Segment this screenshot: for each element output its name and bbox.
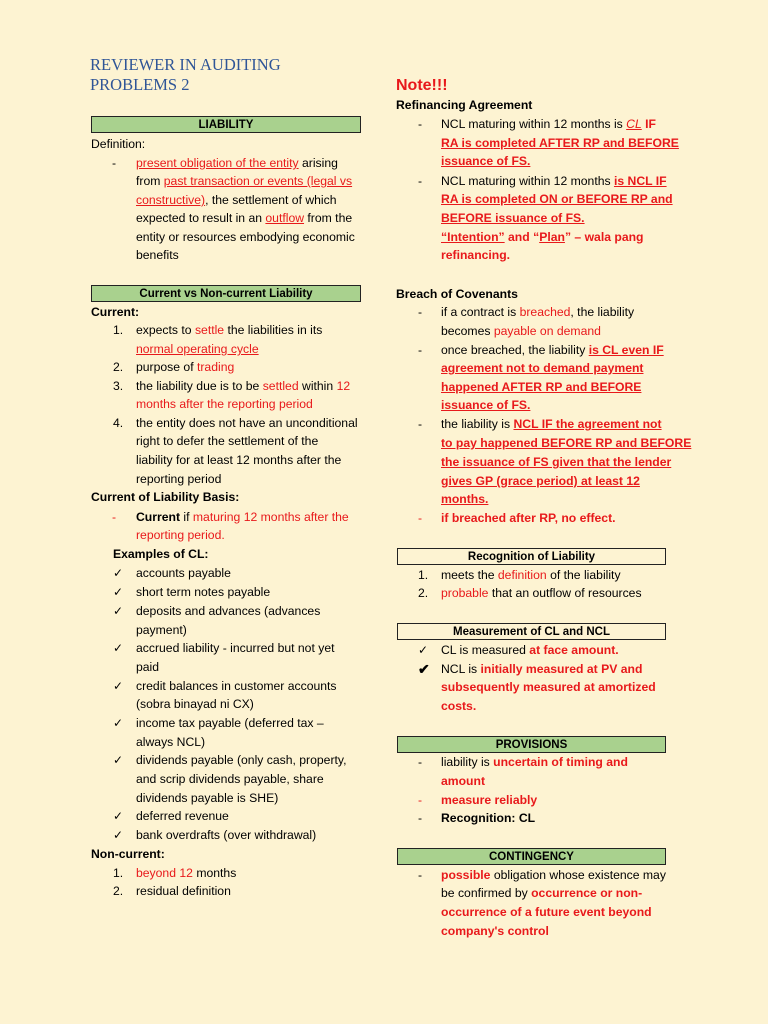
liability-header: LIABILITY xyxy=(91,116,361,133)
number-marker: 1. xyxy=(418,568,429,582)
number-marker: 4. xyxy=(113,416,124,430)
highlight: “Intention” xyxy=(441,230,505,244)
def-text: from xyxy=(136,174,164,188)
measurement-item-2-cont: costs. xyxy=(441,699,477,713)
recognition-header: Recognition of Liability xyxy=(397,548,666,565)
highlight: probable xyxy=(441,586,489,600)
refi-item-2-cont: BEFORE issuance of FS. xyxy=(441,211,585,225)
text: , the liability xyxy=(570,305,635,319)
definition-line xyxy=(136,154,338,173)
text: Current xyxy=(136,510,184,524)
bullet-dash: - xyxy=(418,174,423,188)
highlight: possible xyxy=(441,868,491,882)
text: NCL maturing within 12 months is xyxy=(441,117,627,131)
document-title xyxy=(90,55,281,95)
current-item-4: the entity does not have an unconditional xyxy=(136,416,358,430)
refi-item-1 xyxy=(441,115,656,134)
def-text: arising xyxy=(298,156,338,170)
text: meets the xyxy=(441,568,498,582)
breach-item-2 xyxy=(441,341,664,360)
bullet-dash: - xyxy=(418,417,423,431)
refi-item-1-cont: issuance of FS. xyxy=(441,154,531,168)
check-icon: ✓ xyxy=(113,566,124,580)
text: that an outflow of resources xyxy=(488,586,642,600)
example-item: deferred revenue xyxy=(136,809,229,823)
example-item: bank overdrafts (over withdrawal) xyxy=(136,828,317,842)
contingency-item xyxy=(441,866,666,885)
number-marker: 2. xyxy=(113,360,124,374)
def-text: from the xyxy=(304,211,353,225)
current-item-4-cont: reporting period xyxy=(136,472,222,486)
provisions-item-1-cont: amount xyxy=(441,774,486,788)
basis-line xyxy=(136,508,349,527)
bullet-dash: - xyxy=(418,811,423,825)
example-item-cont: and scrip dividends payable, share xyxy=(136,772,324,786)
refi-item-2-cont xyxy=(441,228,644,247)
example-item: short term notes payable xyxy=(136,585,271,599)
check-icon: ✓ xyxy=(113,641,124,655)
current-vs-noncurrent-header: Current vs Non-current Liability xyxy=(91,285,361,302)
breach-item-3-cont: the issuance of FS given that the lender xyxy=(441,455,672,469)
def-outflow: outflow xyxy=(265,211,305,225)
current-item-4-cont: right to defer the settlement of the xyxy=(136,434,319,448)
example-item: income tax payable (deferred tax – xyxy=(136,716,324,730)
highlight: definition xyxy=(497,568,547,582)
number-marker: 1. xyxy=(113,323,124,337)
text: NCL is xyxy=(441,662,481,676)
definition-line: entity or resources embodying economic xyxy=(136,230,355,244)
example-item: dividends payable (only cash, property, xyxy=(136,753,347,767)
example-item-cont: payment) xyxy=(136,623,187,637)
check-icon: ✔ xyxy=(418,661,430,677)
provisions-item-1 xyxy=(441,753,628,772)
example-item: accounts payable xyxy=(136,566,231,580)
recognition-item-1 xyxy=(441,566,621,585)
definition-line: benefits xyxy=(136,248,179,262)
contingency-item-cont: company's control xyxy=(441,924,549,938)
number-marker: 2. xyxy=(113,884,124,898)
refi-item-2-cont: refinancing. xyxy=(441,248,511,262)
number-marker: 3. xyxy=(113,379,124,393)
highlight: settled xyxy=(262,379,299,393)
highlight: breached xyxy=(519,305,571,319)
current-label: Current: xyxy=(91,305,140,319)
provisions-item-3: Recognition: CL xyxy=(441,811,536,825)
refi-item-2-cont: RA is completed ON or BEFORE RP and xyxy=(441,192,673,206)
text: liability is xyxy=(441,755,494,769)
noncurrent-label: Non-current: xyxy=(91,847,165,861)
text: of the liability xyxy=(546,568,621,582)
text: if xyxy=(183,510,193,524)
noncurrent-item-1 xyxy=(136,864,236,883)
highlight: IF xyxy=(641,117,656,131)
def-text: , the settlement of which xyxy=(205,193,337,207)
text: months xyxy=(192,866,237,880)
contingency-item-cont: occurrence of a future event beyond xyxy=(441,905,652,919)
breach-item-3-cont: to pay happened BEFORE RP and BEFORE xyxy=(441,436,692,450)
bullet-dash: - xyxy=(418,755,423,769)
text: purpose of xyxy=(136,360,197,374)
highlight: CL xyxy=(626,117,642,131)
highlight: occurrence or non- xyxy=(531,886,643,900)
contingency-header: CONTINGENCY xyxy=(397,848,666,865)
current-item-1 xyxy=(136,321,322,340)
provisions-header: PROVISIONS xyxy=(397,736,666,753)
text: expects to xyxy=(136,323,195,337)
measurement-header: Measurement of CL and NCL xyxy=(397,623,666,640)
check-icon: ✓ xyxy=(113,828,124,842)
text: CL is measured xyxy=(441,643,530,657)
text: the liability due is to be xyxy=(136,379,263,393)
definition-line xyxy=(136,172,352,191)
breach-label: Breach of Covenants xyxy=(396,287,518,301)
current-item-3 xyxy=(136,377,350,396)
definition-line xyxy=(136,209,352,228)
bullet-dash: - xyxy=(418,511,423,525)
bullet-dash: - xyxy=(418,868,423,882)
text: NCL maturing within 12 months xyxy=(441,174,614,188)
text: within xyxy=(298,379,337,393)
highlight: at face amount. xyxy=(529,643,619,657)
bullet-dash: - xyxy=(418,793,423,807)
refi-item-2 xyxy=(441,172,667,191)
text: obligation whose existence may xyxy=(490,868,666,882)
breach-item-1 xyxy=(441,303,634,322)
text: the liability is xyxy=(441,417,514,431)
noncurrent-item-2: residual definition xyxy=(136,884,231,898)
current-item-3-cont: months after the reporting period xyxy=(136,397,313,411)
highlight: uncertain of timing and xyxy=(493,755,628,769)
definition-label: Definition: xyxy=(91,137,146,151)
highlight: settle xyxy=(194,323,225,337)
check-icon: ✓ xyxy=(113,753,124,767)
check-icon: ✓ xyxy=(113,809,124,823)
breach-item-2-cont: agreement not to demand payment xyxy=(441,361,644,375)
example-item-cont: always NCL) xyxy=(136,735,206,749)
check-icon: ✓ xyxy=(418,643,429,657)
measurement-item-2-cont: subsequently measured at amortized xyxy=(441,680,656,694)
examples-label: Examples of CL: xyxy=(113,547,209,561)
check-icon: ✓ xyxy=(113,679,124,693)
highlight: is CL even IF xyxy=(588,343,664,357)
basis-line-cont: reporting period. xyxy=(136,528,225,542)
highlight: initially measured at PV and xyxy=(480,662,643,676)
check-icon: ✓ xyxy=(113,585,124,599)
provisions-item-2: measure reliably xyxy=(441,793,538,807)
breach-item-2-cont: happened AFTER RP and BEFORE xyxy=(441,380,642,394)
highlight: and “ xyxy=(504,230,540,244)
example-item: accrued liability - incurred but not yet xyxy=(136,641,335,655)
breach-item-3 xyxy=(441,415,662,434)
def-past-transaction: past transaction or events (legal vs xyxy=(163,174,353,188)
example-item-cont: dividends payable is SHE) xyxy=(136,791,279,805)
highlight: maturing 12 months after the xyxy=(192,510,349,524)
def-constructive: constructive) xyxy=(136,193,206,207)
text: once breached, the liability xyxy=(441,343,589,357)
highlight: beyond 12 xyxy=(136,866,193,880)
recognition-item-2 xyxy=(441,584,642,603)
note-title: Note!!! xyxy=(396,77,448,94)
example-item-cont: paid xyxy=(136,660,160,674)
text: becomes xyxy=(441,324,494,338)
breach-item-2-cont: issuance of FS. xyxy=(441,398,531,412)
bullet-dash: - xyxy=(418,117,423,131)
check-icon: ✓ xyxy=(113,716,124,730)
contingency-item-cont xyxy=(441,884,642,903)
bullet-dash: - xyxy=(112,510,117,524)
def-present-obligation: present obligation of the entity xyxy=(136,156,299,170)
basis-label: Current of Liability Basis: xyxy=(91,490,240,504)
refinancing-label: Refinancing Agreement xyxy=(396,98,533,112)
example-item-cont: (sobra binayad ni CX) xyxy=(136,697,254,711)
definition-line xyxy=(136,191,337,210)
highlight: payable on demand xyxy=(493,324,601,338)
number-marker: 1. xyxy=(113,866,124,880)
measurement-item-2 xyxy=(441,660,642,679)
text: be confirmed by xyxy=(441,886,532,900)
title-line-2: PROBLEMS 2 xyxy=(90,75,190,94)
def-text: expected to result in an xyxy=(136,211,266,225)
highlight: Plan xyxy=(539,230,565,244)
example-item: credit balances in customer accounts xyxy=(136,679,337,693)
highlight: trading xyxy=(196,360,235,374)
bullet-dash: - xyxy=(418,343,423,357)
number-marker: 2. xyxy=(418,586,429,600)
highlight: NCL IF the agreement not xyxy=(513,417,662,431)
breach-item-1-cont xyxy=(441,322,601,341)
title-line-1: REVIEWER IN AUDITING xyxy=(90,55,281,74)
check-icon: ✓ xyxy=(113,604,124,618)
current-item-1-cont: normal operating cycle xyxy=(136,342,259,356)
breach-item-4: if breached after RP, no effect. xyxy=(441,511,616,525)
current-item-2 xyxy=(136,358,234,377)
highlight: ” – wala pang xyxy=(564,230,644,244)
highlight: 12 xyxy=(336,379,351,393)
breach-item-3-cont: gives GP (grace period) at least 12 xyxy=(441,474,640,488)
highlight: is NCL IF xyxy=(613,174,667,188)
example-item: deposits and advances (advances xyxy=(136,604,321,618)
breach-item-3-cont: months. xyxy=(441,492,489,506)
refi-item-1-cont: RA is completed AFTER RP and BEFORE xyxy=(441,136,679,150)
measurement-item-1 xyxy=(441,641,619,660)
text: if a contract is xyxy=(441,305,520,319)
text: the liabilities in its xyxy=(224,323,323,337)
bullet-dash: - xyxy=(112,156,117,170)
current-item-4-cont: liability for at least 12 months after the xyxy=(136,453,342,467)
bullet-dash: - xyxy=(418,305,423,319)
